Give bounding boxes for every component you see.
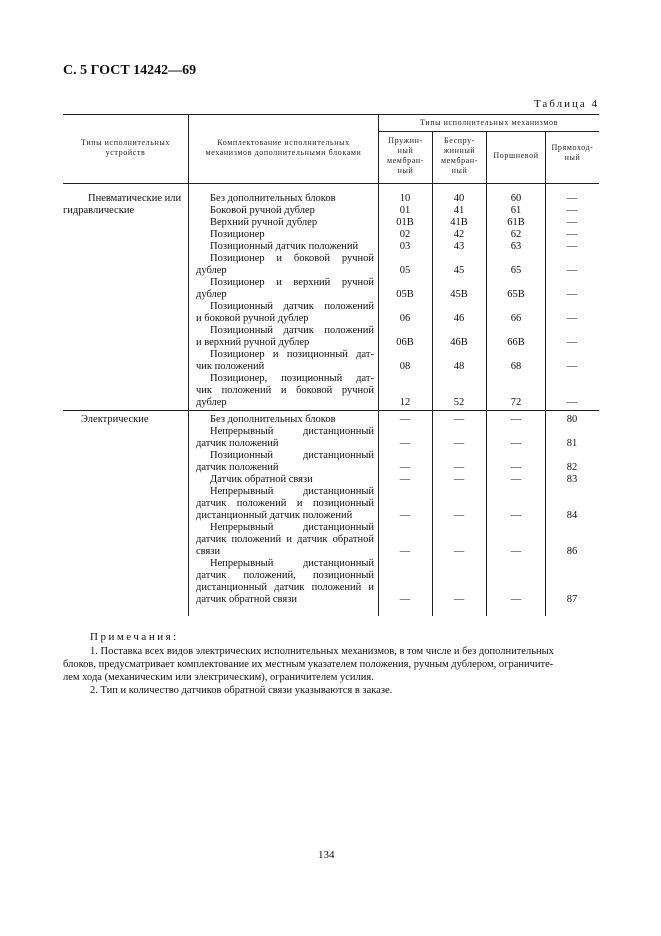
configuration-text: дистанционный датчик положений <box>196 510 353 521</box>
table-cell-spring: 06В <box>396 337 414 348</box>
table-cell-piston: — <box>510 474 522 485</box>
table-cell-direct: — <box>566 265 578 276</box>
note-1-line-1: 1. Поставка всех видов электрических исполнительных механизмов, в том числе и без дополнительных <box>90 646 554 657</box>
header-line: Прямоход- <box>551 143 594 152</box>
header-line: Комплектование исполнительных <box>217 138 350 147</box>
configuration-text: датчик обратной связи <box>196 594 297 605</box>
table-cell-spring: 03 <box>399 241 411 252</box>
configuration-text: Позиционер, позиционный дат- <box>210 373 374 384</box>
table-cell-piston: — <box>510 594 522 605</box>
column-rule-3 <box>432 131 433 616</box>
table-cell-spring: 06 <box>399 313 411 324</box>
table-cell-piston: 72 <box>510 397 522 408</box>
table-cell-piston: — <box>510 546 522 557</box>
configuration-text: Без дополнительных блоков <box>210 414 336 425</box>
table-cell-springless: 41В <box>450 217 468 228</box>
configuration-text: Непрерывный дистанционный <box>210 522 374 533</box>
table-cell-spring: 01В <box>396 217 414 228</box>
column-rule-4 <box>486 131 487 616</box>
page-header: С. 5 ГОСТ 14242—69 <box>63 63 197 78</box>
configuration-text: Датчик обратной связи <box>210 474 313 485</box>
table-cell-springless: — <box>453 510 465 521</box>
header-line: ный <box>397 166 414 175</box>
configuration-text: Позиционный датчик положений <box>210 301 374 312</box>
table-cell-spring: — <box>399 414 411 425</box>
table-cell-piston: 60 <box>510 193 522 204</box>
header-line: устройств <box>105 148 146 157</box>
table-cell-springless: 41 <box>453 205 465 216</box>
table-cell-direct: — <box>566 193 578 204</box>
configuration-text: дублер <box>196 265 227 276</box>
group-separator-rule <box>63 410 599 411</box>
table-cell-direct: — <box>566 229 578 240</box>
note-1-line-3: лем хода (механическим или электрическим), ограничителем усилия. <box>63 672 374 683</box>
header-line: Беспру- <box>444 136 475 145</box>
table-cell-direct: — <box>566 361 578 372</box>
table-cell-springless: — <box>453 546 465 557</box>
table-cell-piston: 63 <box>510 241 522 252</box>
configuration-text: чик положений <box>196 361 265 372</box>
configuration-text: датчик положений <box>196 462 279 473</box>
table-cell-springless: 42 <box>453 229 465 240</box>
table-cell-spring: — <box>399 510 411 521</box>
table-cell-direct: — <box>566 397 578 408</box>
column-rule-1 <box>188 114 189 616</box>
table-cell-piston: — <box>510 462 522 473</box>
column-rule-5 <box>545 131 546 616</box>
header-piston <box>487 151 545 161</box>
table-cell-spring: 01 <box>399 205 411 216</box>
header-line: жинный <box>443 146 476 155</box>
mechanism-header-rule <box>378 131 599 132</box>
table-cell-spring: — <box>399 438 411 449</box>
table-cell-springless: 52 <box>453 397 465 408</box>
table-cell-springless: — <box>453 594 465 605</box>
configuration-text: датчик положений, позиционный <box>196 570 374 581</box>
configuration-text: связи <box>196 546 221 557</box>
configuration-text: Позиционер и боковой ручной <box>210 253 374 264</box>
table-cell-direct: — <box>566 337 578 348</box>
table-cell-piston: 66В <box>507 337 525 348</box>
configuration-text: Боковой ручной дублер <box>210 205 315 216</box>
header-bottom-rule <box>63 183 599 184</box>
header-direct <box>546 143 599 163</box>
table-cell-direct: — <box>566 217 578 228</box>
table-cell-piston: 65В <box>507 289 525 300</box>
configuration-text: и верхний ручной дублер <box>196 337 310 348</box>
configuration-text: Позиционер и верхний ручной <box>210 277 374 288</box>
table-cell-direct: 87 <box>566 594 578 605</box>
table-cell-spring: 10 <box>399 193 411 204</box>
table-cell-piston: 61 <box>510 205 522 216</box>
table-cell-direct: — <box>566 313 578 324</box>
table-cell-piston: 62 <box>510 229 522 240</box>
header-line: мембран- <box>386 156 425 165</box>
table-cell-direct: — <box>566 241 578 252</box>
device-type-label: Пневматические или <box>88 193 182 204</box>
table-cell-piston: 65 <box>510 265 522 276</box>
configuration-text: Позиционер <box>210 229 265 240</box>
configuration-text: дублер <box>196 397 227 408</box>
header-spring <box>379 136 432 176</box>
header-line: мембран- <box>440 156 479 165</box>
table-cell-springless: 45В <box>450 289 468 300</box>
table-cell-springless: 40 <box>453 193 465 204</box>
configuration-text: датчик положений и позиционный <box>196 498 374 509</box>
column-rule-2 <box>378 114 379 616</box>
table-cell-spring: — <box>399 546 411 557</box>
table-cell-springless: 46 <box>453 313 465 324</box>
table-cell-spring: — <box>399 594 411 605</box>
table-cell-spring: 05В <box>396 289 414 300</box>
table-cell-direct: — <box>566 205 578 216</box>
table-cell-springless: — <box>453 462 465 473</box>
table-cell-spring: 05 <box>399 265 411 276</box>
header-line: Пружин- <box>388 136 423 145</box>
table-cell-springless: — <box>453 474 465 485</box>
table-cell-piston: 66 <box>510 313 522 324</box>
configuration-text: Позиционер и позиционный дат- <box>210 349 374 360</box>
table-cell-spring: 08 <box>399 361 411 372</box>
note-2: 2. Тип и количество датчиков обратной связи указываются в заказе. <box>90 685 393 696</box>
header-line: Типы исполнительных <box>81 138 170 147</box>
table-caption: Таблица 4 <box>533 98 599 110</box>
table-cell-spring: — <box>399 474 411 485</box>
header-line: ный <box>564 153 581 162</box>
configuration-text: Позиционный датчик положений <box>210 325 374 336</box>
header-line: ный <box>397 146 414 155</box>
notes-title: Примечания: <box>90 631 179 643</box>
device-type-label: гидравлические <box>63 205 135 216</box>
device-type-label: Электрические <box>81 414 149 425</box>
table-cell-direct: 81 <box>566 438 578 449</box>
table-cell-spring: — <box>399 462 411 473</box>
table-cell-piston: — <box>510 414 522 425</box>
table-cell-direct: 83 <box>566 474 578 485</box>
configuration-text: Без дополнительных блоков <box>210 193 336 204</box>
table-cell-spring: 02 <box>399 229 411 240</box>
configuration-text: Позиционный датчик положений <box>210 241 359 252</box>
header-configuration <box>189 138 378 158</box>
configuration-text: датчик положений и датчик обратной <box>196 534 374 545</box>
table-cell-direct: 84 <box>566 510 578 521</box>
table-cell-direct: 80 <box>566 414 578 425</box>
table-cell-springless: 45 <box>453 265 465 276</box>
configuration-text: Верхний ручной дублер <box>210 217 318 228</box>
table-cell-piston: 68 <box>510 361 522 372</box>
header-line: Поршневой <box>493 151 539 160</box>
configuration-text: датчик положений <box>196 438 279 449</box>
table-cell-piston: 61В <box>507 217 525 228</box>
configuration-text: Непрерывный дистанционный <box>210 426 374 437</box>
table-cell-piston: — <box>510 510 522 521</box>
configuration-text: дистанционный датчик положений и <box>196 582 374 593</box>
table-cell-springless: 43 <box>453 241 465 252</box>
table-cell-direct: 82 <box>566 462 578 473</box>
table-cell-springless: — <box>453 438 465 449</box>
header-device-types <box>64 138 187 158</box>
header-mechanism-types: Типы исполнительных механизмов <box>420 118 558 127</box>
table-cell-spring: 12 <box>399 397 411 408</box>
table-cell-direct: 86 <box>566 546 578 557</box>
configuration-text: Непрерывный дистанционный <box>210 558 374 569</box>
note-1-line-2: блоков, предусматривает комплектование их местным указателем положения, ручным дублером, ограничите- <box>63 659 554 670</box>
table-cell-direct: — <box>566 289 578 300</box>
table-top-rule <box>63 114 599 115</box>
configuration-text: чик положений и боковой ручной <box>196 385 374 396</box>
table-cell-springless: — <box>453 414 465 425</box>
configuration-text: Непрерывный дистанционный <box>210 486 374 497</box>
configuration-text: и боковой ручной дублер <box>196 313 309 324</box>
table-cell-springless: 48 <box>453 361 465 372</box>
table-cell-springless: 46В <box>450 337 468 348</box>
configuration-text: Позиционный дистанционный <box>210 450 374 461</box>
table-cell-piston: — <box>510 438 522 449</box>
page-number: 134 <box>318 849 335 861</box>
header-line: механизмов дополнительными блоками <box>205 148 362 157</box>
header-springless <box>433 136 486 176</box>
header-line: ный <box>451 166 468 175</box>
configuration-text: дублер <box>196 289 227 300</box>
